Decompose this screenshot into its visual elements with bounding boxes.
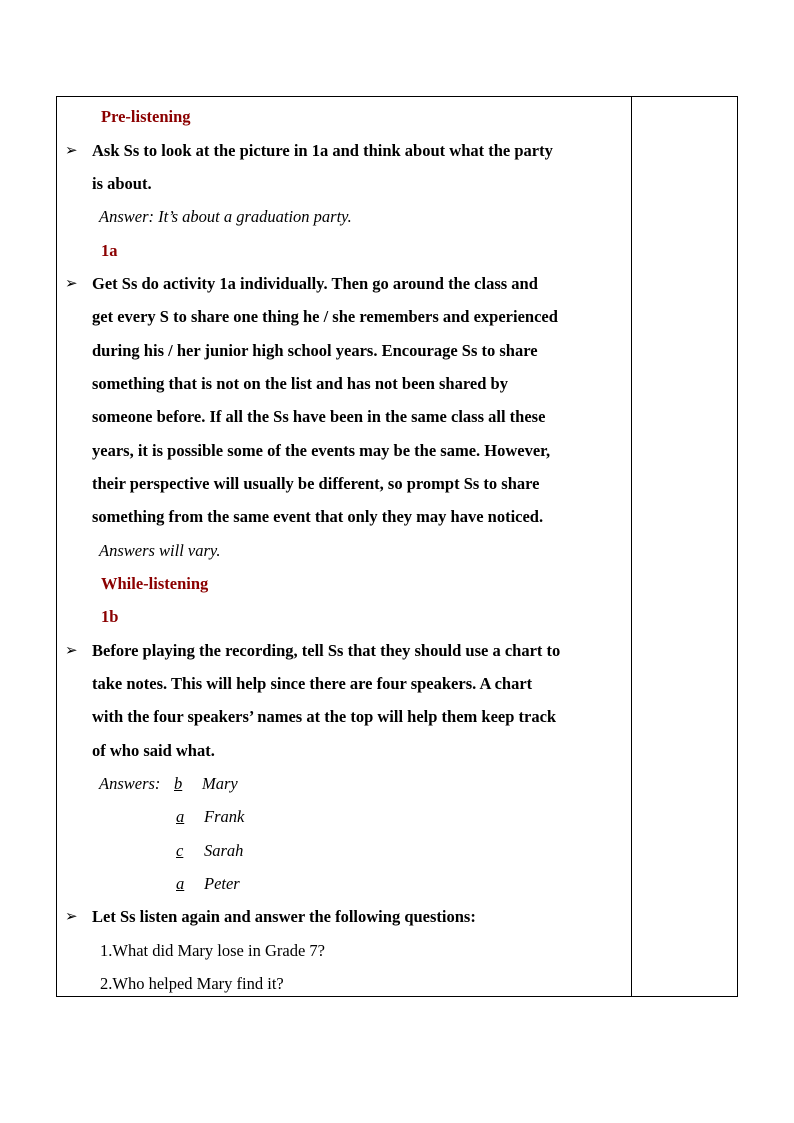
question-1: 1.What did Mary lose in Grade 7? (100, 941, 325, 960)
answer-speaker: Mary (202, 774, 238, 793)
answer-letter: b (174, 774, 183, 793)
bullet-arrow-icon: ➢ (65, 643, 78, 659)
section-heading-pre-listening: Pre-listening (101, 107, 191, 126)
answer-speaker: Sarah (204, 841, 244, 860)
bullet2-line: someone before. If all the Ss have been in the same class all these (92, 407, 546, 426)
answers-label: Answers: (99, 774, 161, 793)
bullet2-line: something that is not on the list and has not been shared by (92, 374, 508, 393)
section-heading-while-listening: While-listening (101, 574, 209, 593)
bullet1-line1: Ask Ss to look at the picture in 1a and think about what the party (92, 141, 553, 160)
bullet2-line: their perspective will usually be different, so prompt Ss to share (92, 474, 540, 493)
bullet4-line: Let Ss listen again and answer the following questions: (92, 907, 476, 926)
answer-speaker: Frank (204, 807, 245, 826)
answer2: Answers will vary. (99, 541, 221, 560)
section-heading-1a: 1a (101, 241, 118, 260)
answer1: Answer: It’s about a graduation party. (99, 207, 352, 226)
bullet3-line: with the four speakers’ names at the top will help them keep track (92, 707, 557, 726)
section-heading-1b: 1b (101, 607, 119, 626)
bullet3-line: of who said what. (92, 741, 215, 760)
bullet2-line: get every S to share one thing he / she remembers and experienced (92, 307, 558, 326)
bullet-arrow-icon: ➢ (65, 143, 78, 159)
question-2: 2.Who helped Mary find it? (100, 974, 284, 993)
answer-letter: a (176, 874, 185, 893)
bullet-arrow-icon: ➢ (65, 909, 78, 925)
bullet2-line: Get Ss do activity 1a individually. Then go around the class and (92, 274, 538, 293)
answer-speaker: Peter (204, 874, 240, 893)
bullet3-line: Before playing the recording, tell Ss that they should use a chart to (92, 641, 561, 660)
bullet1-line2: is about. (92, 174, 152, 193)
bullet-arrow-icon: ➢ (65, 276, 78, 292)
answer-letter: a (176, 807, 185, 826)
lesson-table (56, 96, 738, 997)
bullet2-line: something from the same event that only they may have noticed. (92, 507, 544, 526)
bullet3-line: take notes. This will help since there are four speakers. A chart (92, 674, 533, 693)
bullet2-line: years, it is possible some of the events may be the same. However, (92, 441, 551, 460)
column-divider (631, 97, 632, 996)
bullet2-line: during his / her junior high school years. Encourage Ss to share (92, 341, 538, 360)
answer-letter: c (176, 841, 184, 860)
